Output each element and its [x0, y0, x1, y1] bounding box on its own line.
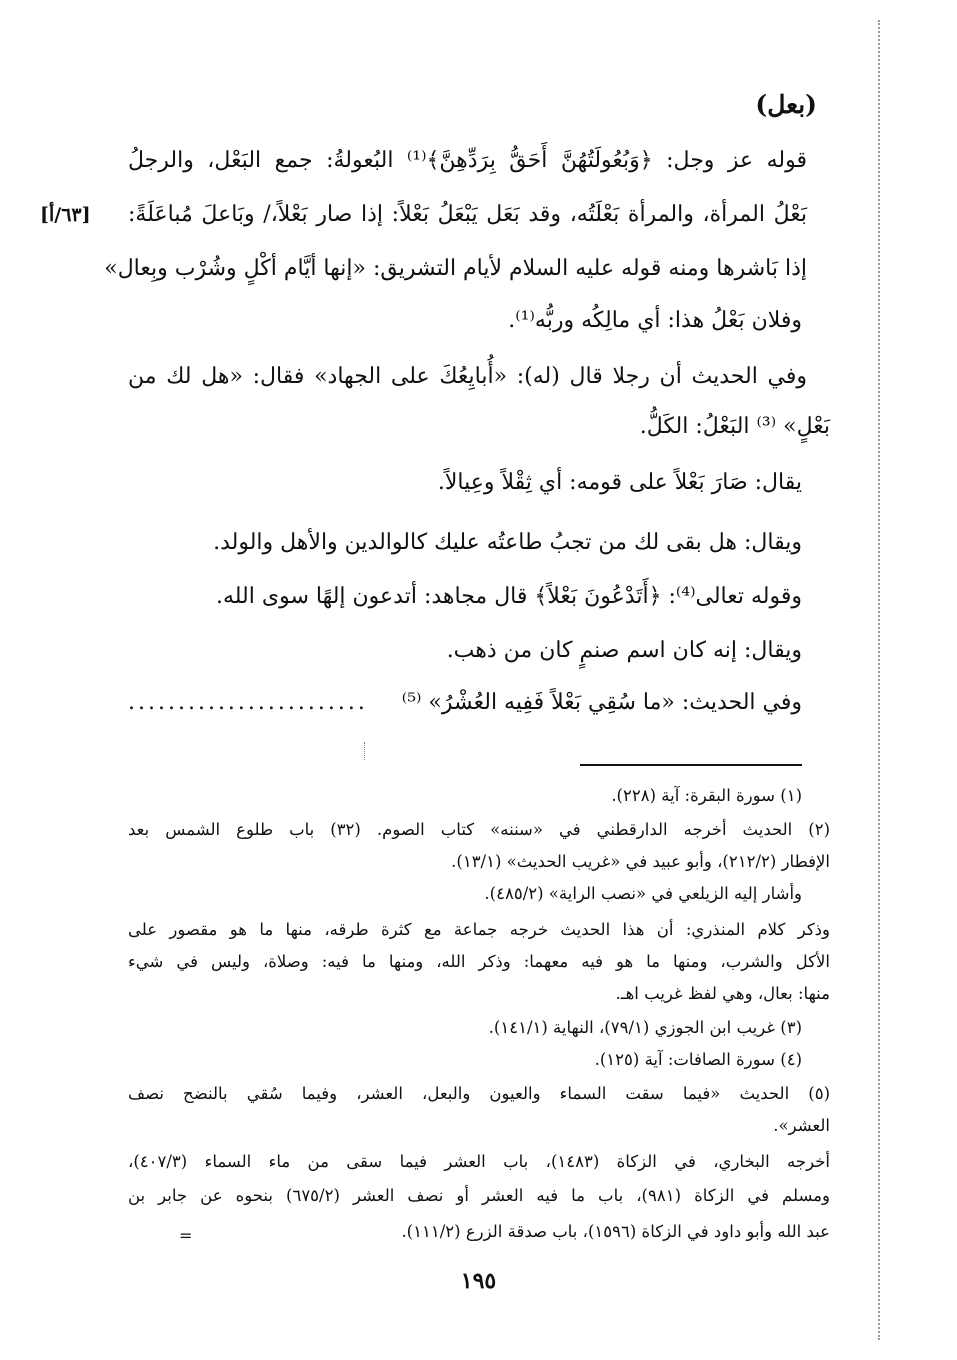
- footnote-5-line-4: ومسلم في الزكاة (٩٨١)، باب ما فيه العشر أو نصف العشر (٦٧٥/٢) بنحوه عن جابر بن: [128, 1186, 830, 1205]
- footnote-1: (١) سورة البقرة: آية (٢٢٨).: [611, 786, 802, 805]
- body-line-dots: ........................: [128, 690, 368, 715]
- footnote-2-line-5: الأكل والشرب، ومنها ما هو فيه معهما: وذكر الله، ومنها ما فيه: وصلاة، وليس في شيء: [128, 952, 830, 971]
- footnote-2-line-4: وذكر كلام المنذري: أن هذا الحديث خرجه جماعة مع كثرة طرقه، منها ما هو مقصور على: [128, 920, 830, 939]
- page-number: ١٩٥: [460, 1268, 497, 1294]
- body-line-6: بَعْلٍ» ⁽³⁾ البَعْلُ: الكَلُّ.: [639, 414, 830, 439]
- footnote-5-line-5: عبد الله وأبو داود في الزكاة (١٥٩٦)، باب صدقة الزرع (١١١/٢).: [401, 1222, 830, 1241]
- body-line-1: قوله عز وجل: ﴿وَبُعُولَتُهُنَّ أَحَقُّ بِرَدِّهِنَّ﴾⁽¹⁾ البُعولةُ: جمع البَعْل، والرجلُ: [128, 148, 807, 173]
- body-line-2: بَعْلُ المرأة، والمرأة بَعْلَتُه، وقد بَعَل يَبْعَلُ بَعْلاً: إذا صار بَعْلاً،/ وبَاعلَ مُباعَلَةً:: [128, 202, 807, 227]
- footnote-3: (٣) غريب ابن الجوزي (٧٩/١)، النهاية (١٤١/١).: [488, 1018, 802, 1037]
- body-line-10: ويقال: إنه كان اسم صنمٍ كان من ذهب.: [446, 638, 802, 663]
- footnote-4: (٤) سورة الصافات: آية (١٢٥).: [594, 1050, 802, 1069]
- body-line-7: يقال: صَارَ بَعْلاً على قومه: أي ثِقْلاً وعِيالاً.: [437, 470, 802, 495]
- footnote-2-line-3: وأشار إليه الزيلعي في «نصب الراية» (٤٨٥/٢).: [484, 884, 802, 903]
- body-line-9: وقوله تعالى⁽⁴⁾: ﴿أَتَدْعُونَ بَعْلاً﴾ قال مجاهد: أتدعون إلهًا سوى الله.: [215, 584, 802, 609]
- body-line-3: إذا بَاشرها ومنه قوله عليه السلام لأيام التشريق: «إنها أيَّام أكْلٍ وشُرْب وبِعال»: [104, 256, 807, 281]
- body-line-5: وفي الحديث أن رجلا قال (له): «أُبايِعُكَ على الجهاد» فقال: «هل لك من: [128, 364, 807, 389]
- body-line-8: ويقال: هل بقى لك من تجبُ طاعتُه عليك كالوالدين والأهل والولد.: [213, 530, 802, 555]
- footnote-2-line-2: الإفطار (٢١٢/٢)، وأبو عبيد في «غريب الحديث» (١٣/١).: [451, 852, 830, 871]
- footnote-2-line-6: منها: بعال، وهي لفظ غريب اهـ.: [615, 984, 830, 1003]
- body-line-4: وفلان بَعْلُ هذا: أي مالِكُه وربُّه⁽¹⁾.: [508, 308, 802, 333]
- page-fold-mark: [364, 742, 365, 760]
- manuscript-folio-reference: [٦٣/أ]: [40, 204, 91, 226]
- entry-heading: (بعل): [755, 90, 817, 119]
- footnote-5-line-2: العشر».: [773, 1116, 830, 1135]
- continuation-mark: =: [179, 1226, 193, 1245]
- footnote-5-line-1: (٥) الحديث «فيما سقت السماء والعيون والبعل، العشر، وفيما سُقي بالنضح نصف: [128, 1084, 830, 1103]
- footnote-5-line-3: أخرجه البخاري، في الزكاة (١٤٨٣)، باب العشر فيما سقى من ماء السماء (٤٠٧/٣)،: [128, 1152, 830, 1171]
- body-line-11: وفي الحديث: «ما سُقِي بَعْلاً فَفِيه العُشْرُ» ⁽⁵⁾: [401, 690, 802, 715]
- margin-dotted-rule: [878, 20, 880, 1340]
- footnote-2-line-1: (٢) الحديث أخرجه الدارقطني في «سننه» كتاب الصوم. (٣٢) باب طلوع الشمس بعد: [128, 820, 830, 839]
- footnote-separator-rule: [580, 764, 802, 766]
